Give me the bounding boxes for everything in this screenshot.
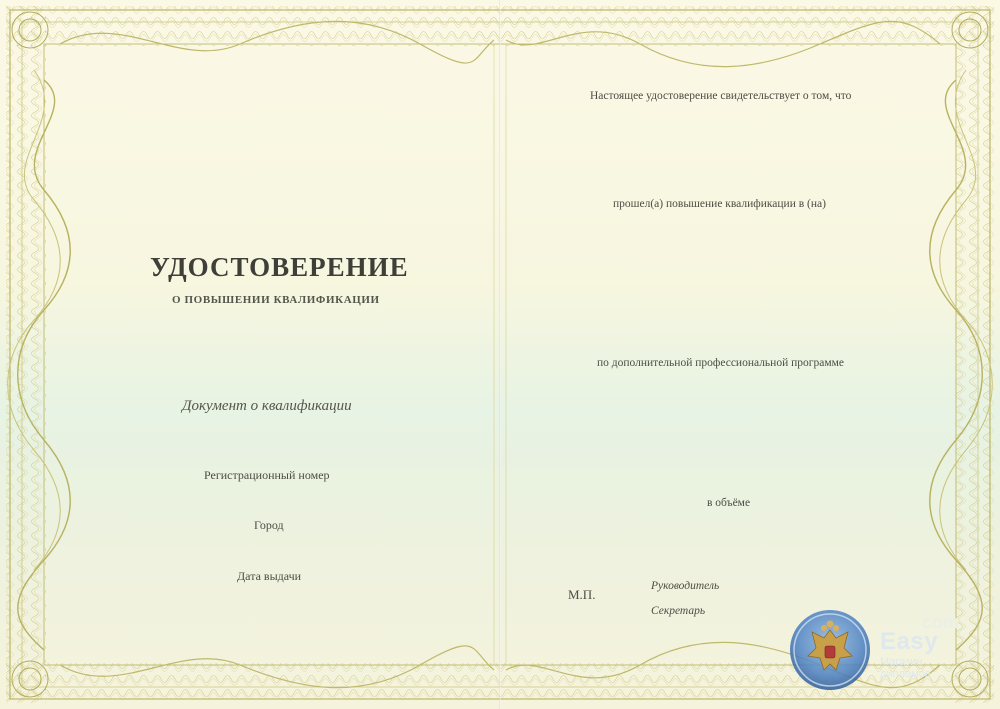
watermark-ghost-text: com [922, 612, 960, 632]
eagle-emblem-icon [788, 608, 872, 692]
certificate-title: УДОСТОВЕРЕНИЕ [150, 252, 409, 282]
issue-date-label: Дата выдачи [237, 569, 302, 583]
head-signature-label: Руководитель [651, 580, 720, 592]
watermark-brand: Easy [880, 628, 939, 655]
watermark-sub-line-2: дипломов [880, 668, 931, 680]
completed-training-line: прошел(а) повышение квалификации в (на) [613, 198, 826, 210]
secretary-signature-label: Секретарь [651, 605, 706, 617]
registration-number-label: Регистрационный номер [204, 468, 330, 482]
volume-line: в объёме [707, 497, 751, 509]
program-line: по дополнительной профессиональной программе [597, 357, 844, 369]
certifies-line: Настоящее удостоверение свидетельствует о том, что [590, 90, 852, 102]
document-type-label: Документ о квалификации [182, 398, 352, 414]
stamp-place-label: М.П. [568, 587, 596, 602]
watermark-subtitle [880, 656, 931, 680]
watermark-sub-line-1: Магазин [880, 656, 923, 668]
city-label: Город [254, 518, 284, 532]
page-fold [499, 0, 501, 709]
certificate-subtitle: О ПОВЫШЕНИИ КВАЛИФИКАЦИИ [172, 294, 380, 306]
